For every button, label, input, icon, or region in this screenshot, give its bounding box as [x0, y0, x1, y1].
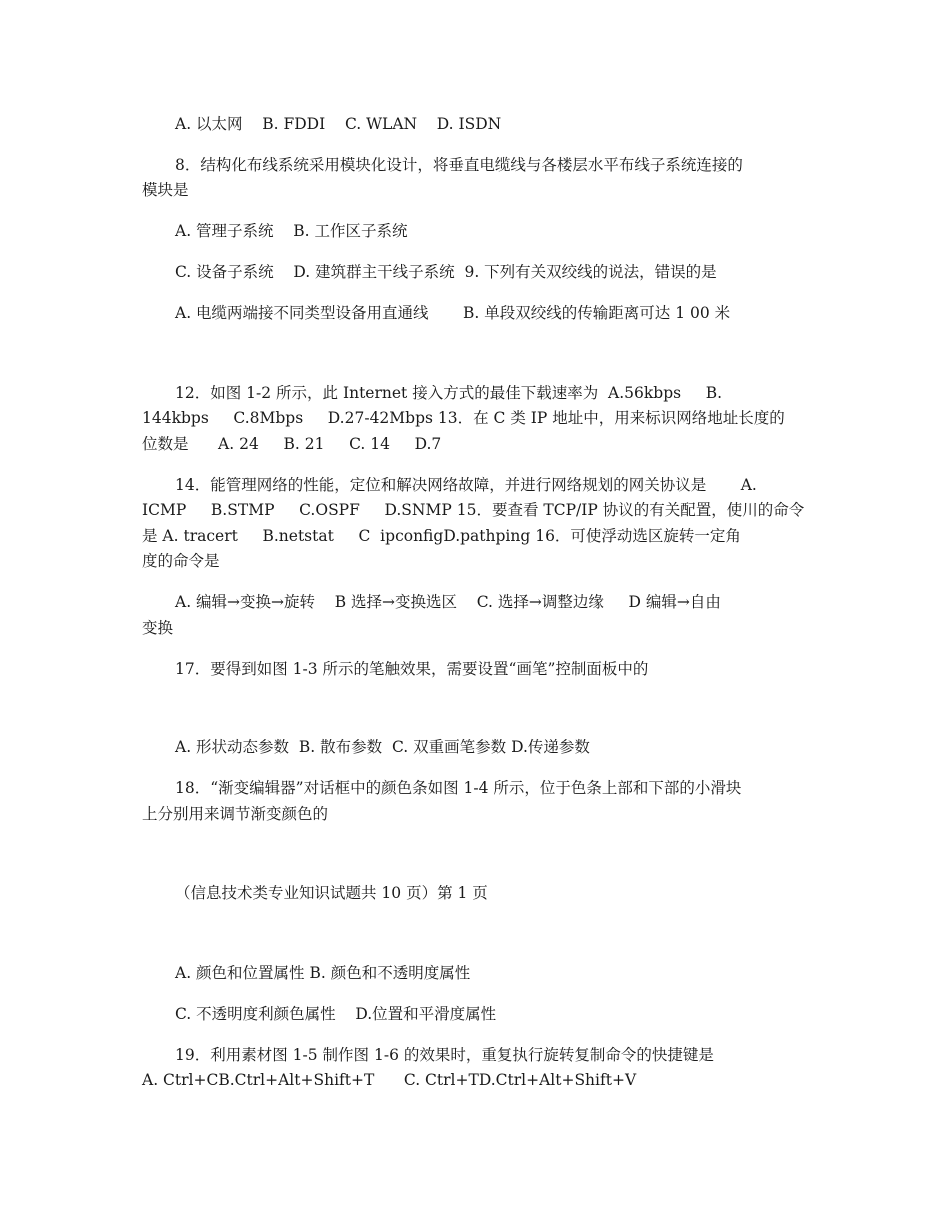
q16-stem-cont: 度的命令是 [142, 552, 220, 570]
q14-stem: 14．能管理网络的性能，定位和解决网络故障，并进行网络规划的网关协议是 A. [175, 476, 757, 494]
q15-q16: 是 A. tracert B.netstat C ipconfigD.pathping 16．可使浮动选区旋转一定角 [142, 527, 741, 545]
q8-stem: 8．结构化布线系统采用模块化设计，将垂直电缆线与各楼层水平布线子系统连接的 [175, 156, 743, 174]
q8-options-cd-q9: C. 设备子系统 D. 建筑群主干线子系统 9. 下列有关双绞线的说法，错误的是 [175, 263, 717, 281]
q16-options: A. 编辑→变换→旋转 B 选择→变换选区 C. 选择→调整边缘 D 编辑→自由 [175, 593, 721, 611]
q18-stem-cont: 上分别用来调节渐变颜色的 [142, 805, 329, 823]
q8-options-ab: A. 管理子系统 B. 工作区子系统 [175, 222, 408, 240]
q18-stem: 18．“渐变编辑器”对话框中的颜色条如图 1-4 所示，位于色条上部和下部的小滑块 [175, 779, 742, 797]
q12-q13: 144kbps C.8Mbps D.27-42Mbps 13．在 C 类 IP 地址中，用来标识网络地址长度的 [142, 409, 785, 427]
q8-stem-cont: 模块是 [142, 181, 189, 199]
q16-options-cont: 变换 [142, 619, 174, 637]
q12-stem: 12．如图 1-2 所示，此 Internet 接入方式的最佳下载速率为 A.56kbps B. [175, 384, 723, 402]
page-footer: （信息技术类专业知识试题共 10 页）第 1 页 [175, 884, 488, 902]
q7-options: A. 以太网 B. FDDI C. WLAN D. ISDN [175, 115, 502, 133]
q17-stem: 17．要得到如图 1-3 所示的笔触效果，需要设置“画笔”控制面板中的 [175, 660, 649, 678]
q18-options-cd: C. 不透明度利颜色属性 D.位置和平滑度属性 [175, 1005, 497, 1023]
q9-options: A. 电缆两端接不同类型设备用直通线 B. 单段双绞线的传输距离可达 1 00 米 [175, 304, 731, 322]
q19-stem: 19．利用素材图 1-5 制作图 1-6 的效果时，重复执行旋转复制命令的快捷键是 [175, 1046, 714, 1064]
q19-options: A. Ctrl+CB.Ctrl+Alt+Shift+T C. Ctrl+TD.Ctrl+Alt+Shift+V [142, 1071, 637, 1089]
q17-options: A. 形状动态参数 B. 散布参数 C. 双重画笔参数 D.传递参数 [175, 738, 590, 756]
q14-q15: ICMP B.STMP C.OSPF D.SNMP 15．要查看 TCP/IP 协议的有关配置，使川的命令 [142, 501, 805, 519]
q18-options-ab: A. 颜色和位置属性 B. 颜色和不透明度属性 [175, 964, 471, 982]
q13-options: 位数是 A. 24 B. 21 C. 14 D.7 [142, 435, 442, 453]
